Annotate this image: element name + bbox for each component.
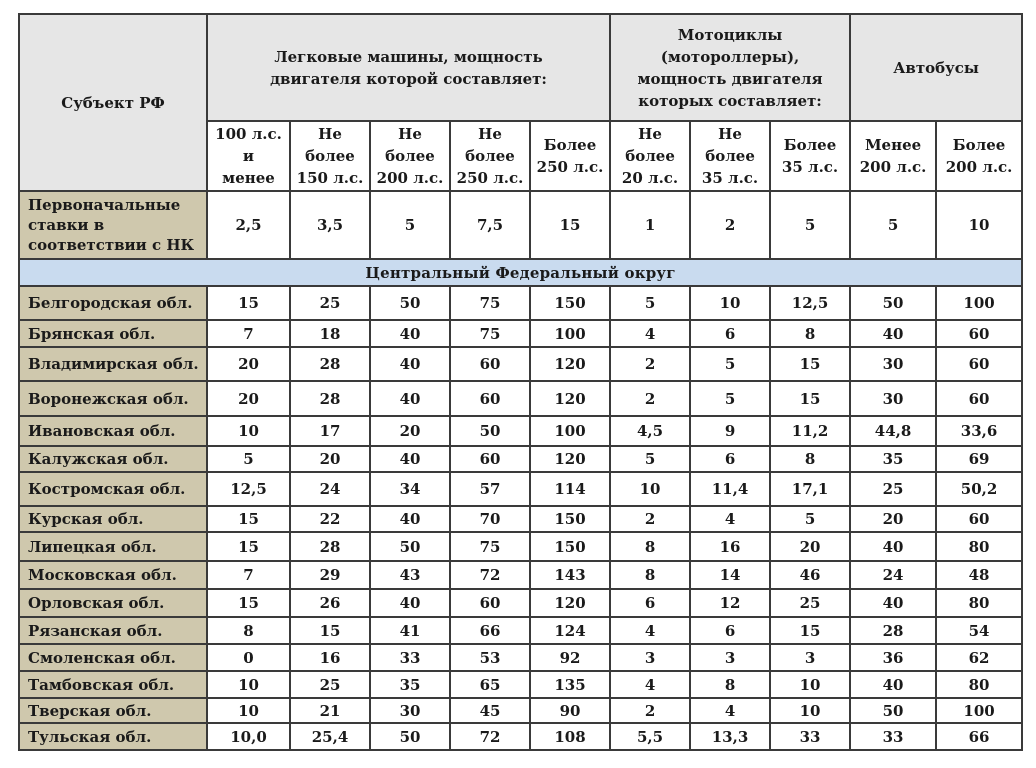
rate-cell: 20	[370, 416, 450, 446]
column-header-line: 35 л.с.	[701, 169, 759, 187]
rate-cell: 40	[370, 381, 450, 416]
column-header	[936, 121, 1022, 191]
rate-cell: 108	[530, 723, 610, 750]
rate-cell: 20	[850, 506, 936, 532]
rate-cell: 50,2	[936, 472, 1022, 506]
rate-cell: 10	[770, 671, 850, 698]
rate-cell: 120	[530, 446, 610, 472]
rate-cell: 54	[936, 617, 1022, 644]
rate-cell: 5	[690, 381, 770, 416]
region-name: Тверская обл.	[19, 698, 207, 723]
rate-cell: 0	[207, 644, 290, 671]
rate-cell: 124	[530, 617, 610, 644]
rate-cell: 46	[770, 561, 850, 589]
rate-cell: 120	[530, 347, 610, 381]
rate-cell: 4	[690, 698, 770, 723]
table-row	[19, 320, 1022, 347]
base-rate-cell: 5	[770, 191, 850, 259]
region-name: Орловская обл.	[19, 589, 207, 617]
table-row	[19, 472, 1022, 506]
region-name: Ивановская обл.	[19, 416, 207, 446]
rate-cell: 60	[450, 589, 530, 617]
rate-cell: 2	[610, 347, 690, 381]
column-header	[690, 121, 770, 191]
region-name: Липецкая обл.	[19, 532, 207, 561]
rate-cell: 10	[770, 698, 850, 723]
rate-cell: 33	[770, 723, 850, 750]
rate-cell: 10	[207, 416, 290, 446]
rate-cell: 4	[690, 506, 770, 532]
rate-cell: 80	[936, 532, 1022, 561]
rate-cell: 53	[450, 644, 530, 671]
rate-cell: 60	[936, 506, 1022, 532]
rate-cell: 12,5	[770, 286, 850, 320]
rate-cell: 15	[207, 506, 290, 532]
rate-cell: 25	[290, 286, 370, 320]
rate-cell: 25,4	[290, 723, 370, 750]
rate-cell: 5	[207, 446, 290, 472]
rate-cell: 7	[207, 320, 290, 347]
rate-cell: 12,5	[207, 472, 290, 506]
rate-cell: 8	[770, 320, 850, 347]
column-header-line: Менее	[864, 136, 922, 154]
rate-cell: 14	[690, 561, 770, 589]
region-name: Костромская обл.	[19, 472, 207, 506]
rate-cell: 80	[936, 589, 1022, 617]
rate-cell: 20	[207, 381, 290, 416]
rate-cell: 10,0	[207, 723, 290, 750]
rate-cell: 90	[530, 698, 610, 723]
base-rate-cell: 1	[610, 191, 690, 259]
rate-cell: 40	[370, 446, 450, 472]
column-header-line: более	[705, 147, 755, 165]
moto-group-header	[610, 14, 850, 121]
rate-cell: 60	[450, 446, 530, 472]
base-rates-label	[19, 191, 207, 259]
base-rate-cell: 3,5	[290, 191, 370, 259]
cars-group-header	[207, 14, 610, 121]
base-rate-cell: 5	[370, 191, 450, 259]
rate-cell: 3	[690, 644, 770, 671]
table-row	[19, 347, 1022, 381]
table-row	[19, 561, 1022, 589]
rate-cell: 41	[370, 617, 450, 644]
moto-group-label: Мотоциклы (мотороллеры), мощность двигателя которых составляет:	[637, 25, 823, 110]
region-name: Брянская обл.	[19, 320, 207, 347]
rate-cell: 13,3	[690, 723, 770, 750]
rate-cell: 60	[450, 381, 530, 416]
rate-cell: 44,8	[850, 416, 936, 446]
rate-cell: 5	[610, 286, 690, 320]
rate-cell: 8	[610, 561, 690, 589]
column-header-line: более	[385, 147, 435, 165]
rate-cell: 6	[610, 589, 690, 617]
rate-cell: 24	[290, 472, 370, 506]
rate-cell: 10	[610, 472, 690, 506]
column-header	[370, 121, 450, 191]
rate-cell: 6	[690, 617, 770, 644]
region-name: Московская обл.	[19, 561, 207, 589]
column-header-line: Не	[638, 125, 662, 143]
rate-cell: 15	[290, 617, 370, 644]
rate-cell: 33,6	[936, 416, 1022, 446]
rate-cell: 15	[207, 589, 290, 617]
column-header	[450, 121, 530, 191]
rate-cell: 15	[207, 532, 290, 561]
rate-cell: 75	[450, 320, 530, 347]
base-rate-cell: 2	[690, 191, 770, 259]
rate-cell: 5	[610, 446, 690, 472]
rate-cell: 40	[850, 589, 936, 617]
rate-cell: 11,2	[770, 416, 850, 446]
rate-cell: 33	[850, 723, 936, 750]
column-header-line: 150 л.с.	[296, 169, 364, 187]
rate-cell: 4	[610, 671, 690, 698]
rate-cell: 2	[610, 506, 690, 532]
table-row	[19, 671, 1022, 698]
region-name: Тамбовская обл.	[19, 671, 207, 698]
rate-cell: 8	[770, 446, 850, 472]
rate-cell: 7	[207, 561, 290, 589]
rate-cell: 20	[290, 446, 370, 472]
rate-cell: 15	[770, 347, 850, 381]
table-row	[19, 698, 1022, 723]
rate-cell: 45	[450, 698, 530, 723]
rate-cell: 34	[370, 472, 450, 506]
rate-cell: 20	[770, 532, 850, 561]
rate-cell: 100	[936, 286, 1022, 320]
rate-cell: 50	[850, 286, 936, 320]
column-header-line: 250 л.с.	[456, 169, 524, 187]
table-row	[19, 723, 1022, 750]
column-header-line: Не	[718, 125, 742, 143]
column-header	[770, 121, 850, 191]
region-name: Тульская обл.	[19, 723, 207, 750]
column-header-line: 20 л.с.	[621, 169, 679, 187]
rate-cell: 6	[690, 446, 770, 472]
rate-cell: 43	[370, 561, 450, 589]
rate-cell: 100	[936, 698, 1022, 723]
column-header-line: Более	[952, 136, 1006, 154]
table-row	[19, 286, 1022, 320]
rate-cell: 15	[770, 381, 850, 416]
rate-cell: 33	[370, 644, 450, 671]
rate-cell: 10	[690, 286, 770, 320]
rate-cell: 50	[370, 532, 450, 561]
column-header	[530, 121, 610, 191]
rate-cell: 100	[530, 320, 610, 347]
rate-cell: 50	[850, 698, 936, 723]
rate-cell: 135	[530, 671, 610, 698]
rate-cell: 60	[936, 381, 1022, 416]
rate-cell: 120	[530, 381, 610, 416]
column-header-line: Не	[478, 125, 502, 143]
rate-cell: 66	[450, 617, 530, 644]
rate-cell: 15	[770, 617, 850, 644]
column-header-line: менее	[222, 169, 275, 187]
rate-cell: 10	[207, 671, 290, 698]
rate-cell: 5,5	[610, 723, 690, 750]
rate-cell: 60	[450, 347, 530, 381]
rate-cell: 28	[850, 617, 936, 644]
region-name: Калужская обл.	[19, 446, 207, 472]
rate-cell: 4	[610, 320, 690, 347]
rate-cell: 50	[370, 723, 450, 750]
rate-cell: 75	[450, 532, 530, 561]
rate-cell: 25	[290, 671, 370, 698]
column-header-line: более	[625, 147, 675, 165]
rate-cell: 57	[450, 472, 530, 506]
rate-cell: 72	[450, 561, 530, 589]
rate-cell: 28	[290, 347, 370, 381]
rate-cell: 50	[370, 286, 450, 320]
rate-cell: 30	[850, 381, 936, 416]
column-header-line: и	[242, 147, 255, 165]
rate-cell: 11,4	[690, 472, 770, 506]
rate-cell: 8	[690, 671, 770, 698]
table-row	[19, 446, 1022, 472]
region-name: Смоленская обл.	[19, 644, 207, 671]
rate-cell: 65	[450, 671, 530, 698]
rate-cell: 5	[770, 506, 850, 532]
rate-cell: 62	[936, 644, 1022, 671]
rate-cell: 17,1	[770, 472, 850, 506]
table-row	[19, 617, 1022, 644]
rate-cell: 50	[450, 416, 530, 446]
rate-cell: 10	[207, 698, 290, 723]
rate-cell: 72	[450, 723, 530, 750]
table-row	[19, 532, 1022, 561]
rate-cell: 5	[690, 347, 770, 381]
rate-cell: 100	[530, 416, 610, 446]
rate-cell: 25	[850, 472, 936, 506]
rate-cell: 40	[370, 320, 450, 347]
table-row	[19, 506, 1022, 532]
rate-cell: 40	[850, 320, 936, 347]
rate-cell: 40	[370, 589, 450, 617]
rate-cell: 80	[936, 671, 1022, 698]
rate-cell: 40	[850, 671, 936, 698]
rate-cell: 2	[610, 698, 690, 723]
base-rate-cell: 2,5	[207, 191, 290, 259]
rate-cell: 66	[936, 723, 1022, 750]
base-rate-cell: 10	[936, 191, 1022, 259]
region-name: Воронежская обл.	[19, 381, 207, 416]
base-rates-label-line: соответствии с НК	[28, 236, 195, 254]
column-header-line: Более	[783, 136, 837, 154]
rate-cell: 48	[936, 561, 1022, 589]
rate-cell: 28	[290, 381, 370, 416]
rate-cell: 25	[770, 589, 850, 617]
rate-cell: 6	[690, 320, 770, 347]
rate-cell: 30	[850, 347, 936, 381]
rate-cell: 92	[530, 644, 610, 671]
region-name: Рязанская обл.	[19, 617, 207, 644]
rate-cell: 8	[207, 617, 290, 644]
bus-group-header: Автобусы	[850, 14, 1022, 121]
base-rates-label-line: Первоначальные	[28, 196, 181, 214]
rate-cell: 120	[530, 589, 610, 617]
rate-cell: 12	[690, 589, 770, 617]
rate-cell: 150	[530, 286, 610, 320]
rate-cell: 75	[450, 286, 530, 320]
rate-cell: 8	[610, 532, 690, 561]
rate-cell: 30	[370, 698, 450, 723]
subject-header: Субъект РФ	[19, 14, 207, 191]
rate-cell: 36	[850, 644, 936, 671]
table-row	[19, 381, 1022, 416]
rate-cell: 18	[290, 320, 370, 347]
cars-group-label: Легковые машины, мощность двигателя которой составляет:	[270, 47, 547, 88]
region-name: Белгородская обл.	[19, 286, 207, 320]
rate-cell: 24	[850, 561, 936, 589]
base-rates-label-line: ставки в	[28, 216, 105, 234]
tax-rates-table	[18, 13, 1023, 751]
column-header-line: 200 л.с.	[945, 158, 1013, 176]
column-header-line: более	[465, 147, 515, 165]
rate-cell: 4	[610, 617, 690, 644]
column-header-line: Не	[318, 125, 342, 143]
column-header-line: 100 л.с.	[215, 125, 282, 143]
column-header	[207, 121, 290, 191]
district-header: Центральный Федеральный округ	[19, 259, 1022, 286]
rate-cell: 143	[530, 561, 610, 589]
rate-cell: 3	[610, 644, 690, 671]
rate-cell: 26	[290, 589, 370, 617]
column-header-line: 250 л.с.	[536, 158, 604, 176]
rate-cell: 22	[290, 506, 370, 532]
base-rate-cell: 7,5	[450, 191, 530, 259]
column-header-line: 200 л.с.	[376, 169, 444, 187]
rate-cell: 60	[936, 347, 1022, 381]
table-row	[19, 589, 1022, 617]
rate-cell: 40	[370, 347, 450, 381]
rate-cell: 35	[370, 671, 450, 698]
column-header-line: Не	[398, 125, 422, 143]
rate-cell: 4,5	[610, 416, 690, 446]
rate-cell: 20	[207, 347, 290, 381]
column-header	[610, 121, 690, 191]
rate-cell: 69	[936, 446, 1022, 472]
table-row	[19, 644, 1022, 671]
rate-cell: 3	[770, 644, 850, 671]
table-row	[19, 416, 1022, 446]
rate-cell: 2	[610, 381, 690, 416]
column-header	[290, 121, 370, 191]
column-header	[850, 121, 936, 191]
rate-cell: 114	[530, 472, 610, 506]
rate-cell: 16	[290, 644, 370, 671]
rate-cell: 60	[936, 320, 1022, 347]
rate-cell: 16	[690, 532, 770, 561]
rate-cell: 70	[450, 506, 530, 532]
region-name: Курская обл.	[19, 506, 207, 532]
rate-cell: 28	[290, 532, 370, 561]
rate-cell: 40	[370, 506, 450, 532]
rate-cell: 15	[207, 286, 290, 320]
rate-cell: 21	[290, 698, 370, 723]
rate-cell: 29	[290, 561, 370, 589]
base-rates-row	[19, 191, 1022, 259]
base-rate-cell: 15	[530, 191, 610, 259]
rate-cell: 35	[850, 446, 936, 472]
rate-cell: 40	[850, 532, 936, 561]
rate-cell: 17	[290, 416, 370, 446]
region-name: Владимирская обл.	[19, 347, 207, 381]
column-header-line: Более	[543, 136, 597, 154]
column-header-line: 35 л.с.	[781, 158, 839, 176]
rate-cell: 150	[530, 506, 610, 532]
base-rate-cell: 5	[850, 191, 936, 259]
rate-cell: 150	[530, 532, 610, 561]
rate-cell: 9	[690, 416, 770, 446]
column-header-line: более	[305, 147, 355, 165]
column-header-line: 200 л.с.	[859, 158, 927, 176]
